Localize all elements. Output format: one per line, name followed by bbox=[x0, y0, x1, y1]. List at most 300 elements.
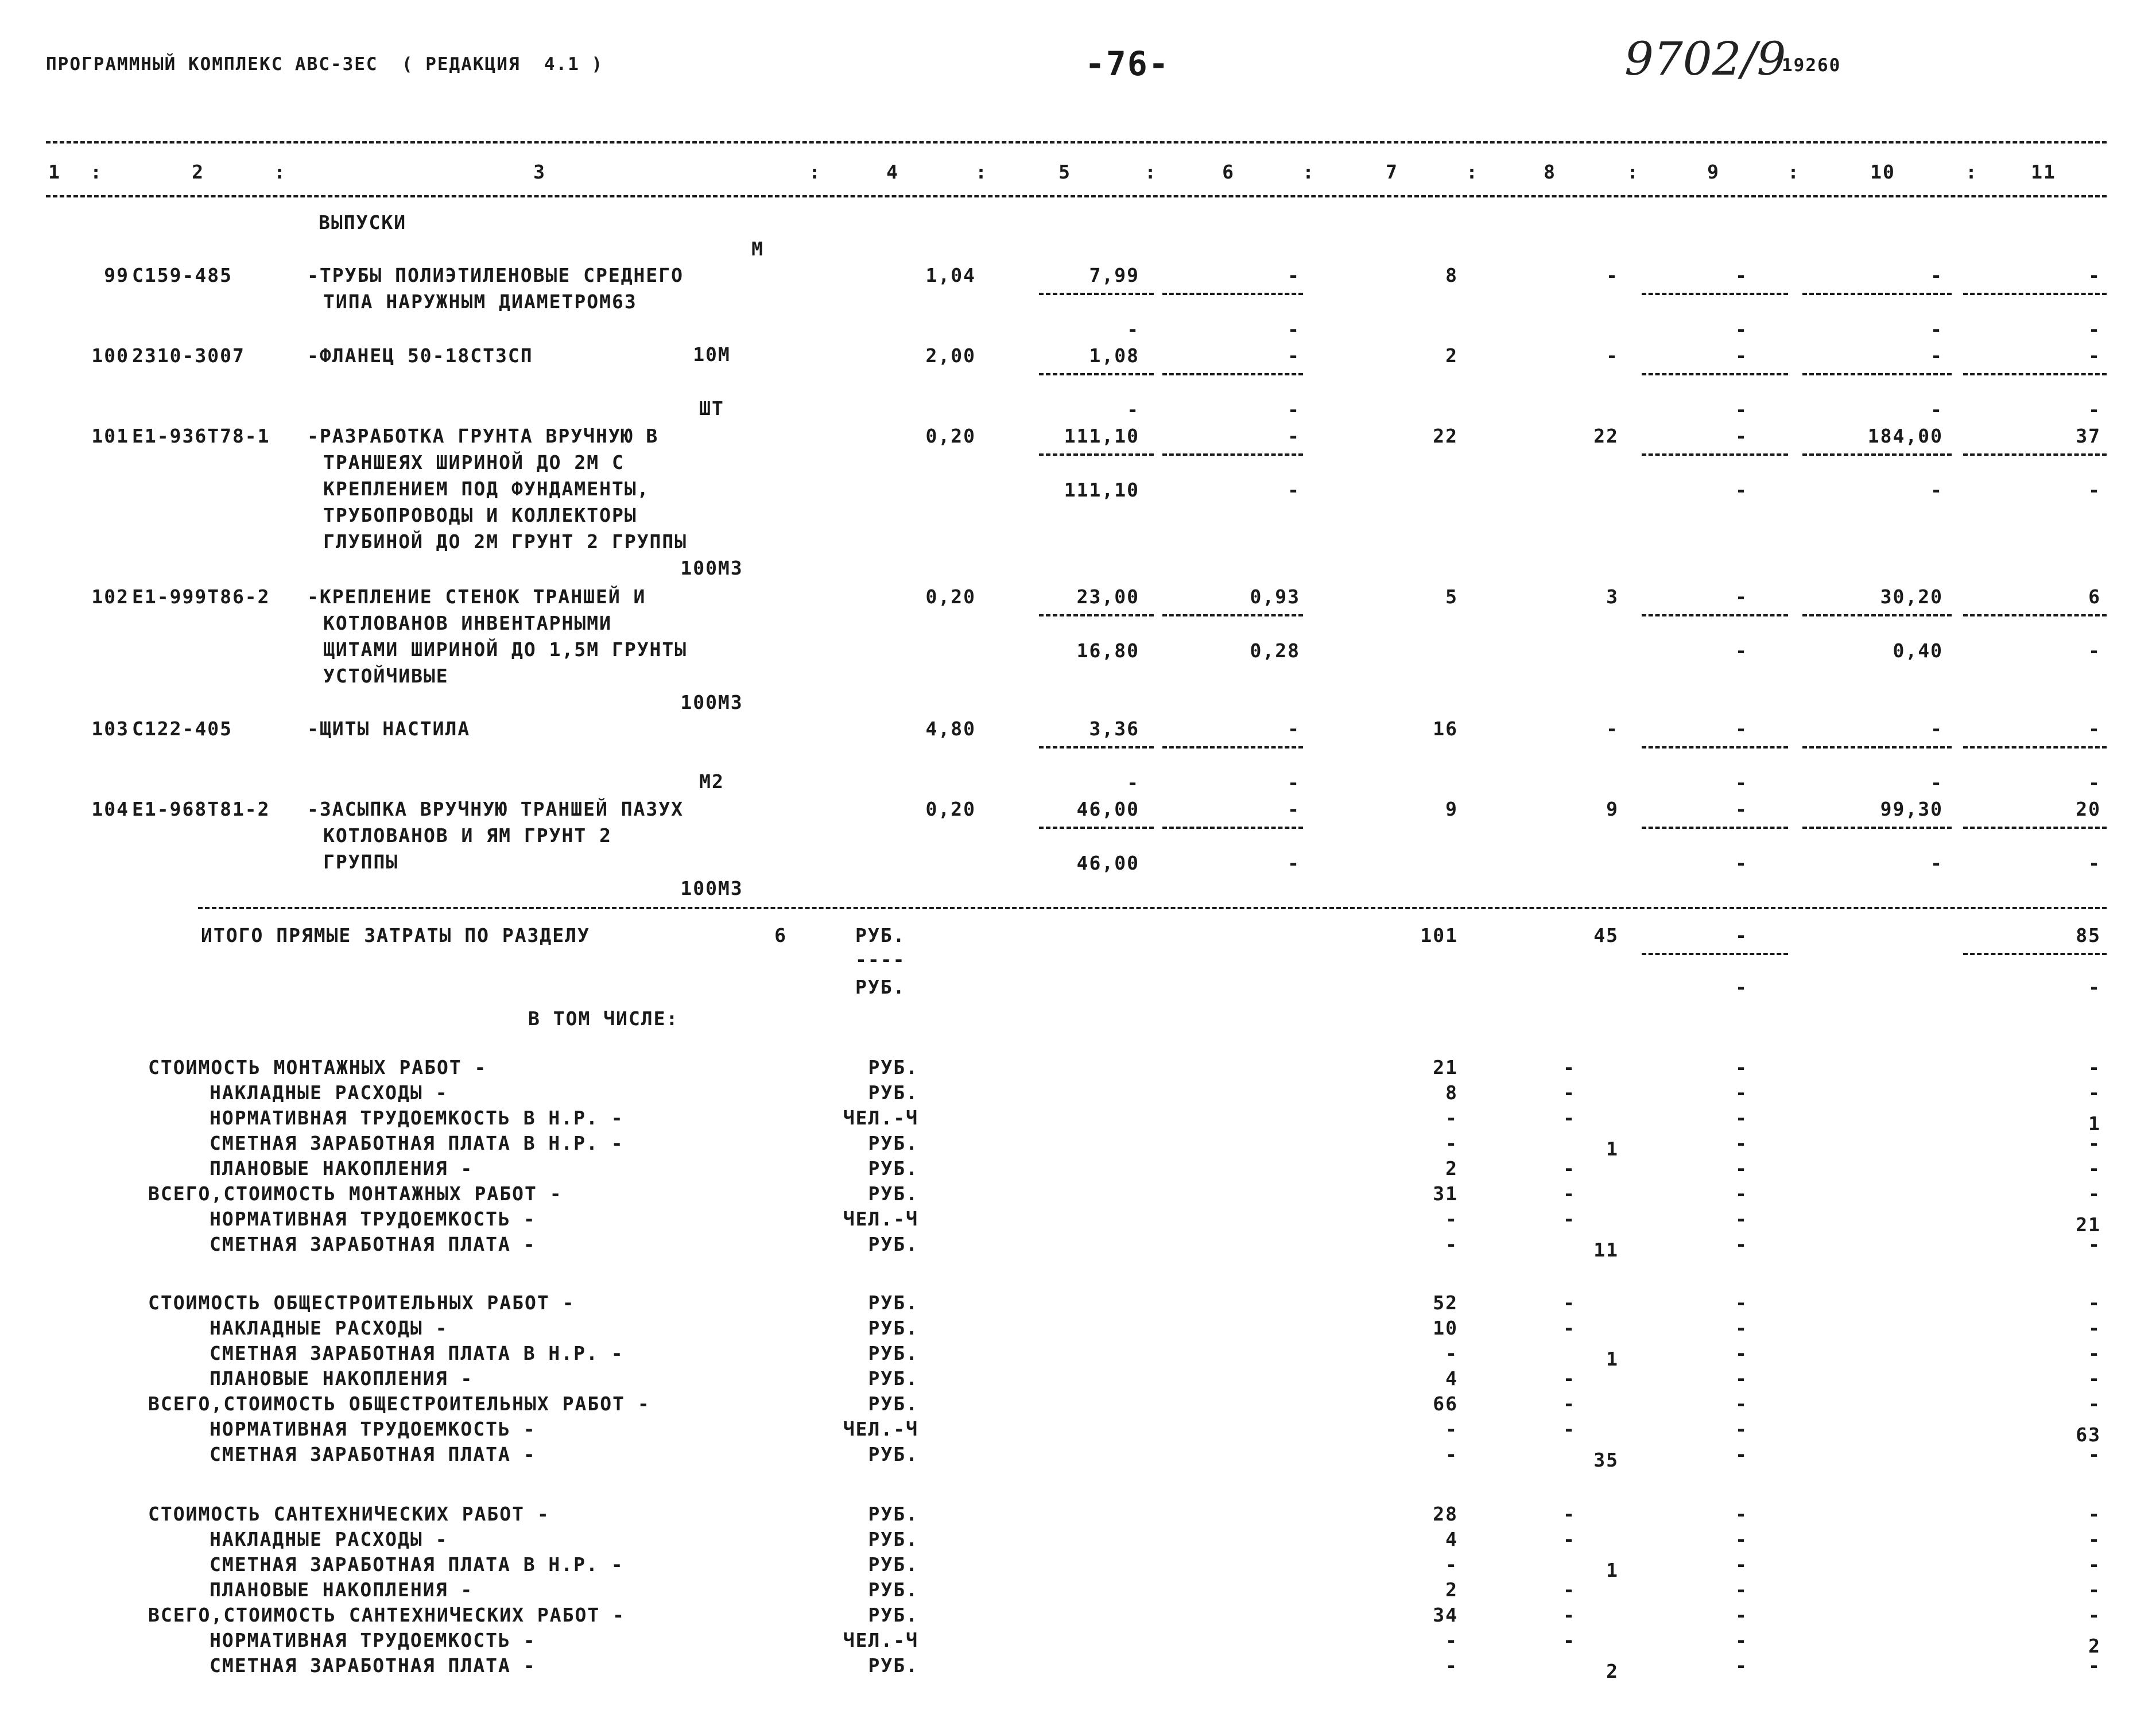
value-divider-c9 bbox=[1642, 293, 1788, 295]
item-number: 99 bbox=[104, 264, 129, 286]
value-divider-c10 bbox=[1802, 453, 1952, 456]
item-code: Е1-936Т78-1 bbox=[132, 425, 270, 447]
breakdown-value-c11: - bbox=[2088, 1182, 2101, 1205]
breakdown-value-c7: - bbox=[1445, 1208, 1458, 1230]
breakdown-value-c7: - bbox=[1445, 1443, 1458, 1465]
item-value-c8: 3 bbox=[1606, 585, 1619, 608]
item-value-c9b: - bbox=[1735, 771, 1748, 794]
value-divider-c5 bbox=[1039, 827, 1154, 829]
total-value-c7: 101 bbox=[1420, 924, 1458, 947]
item-value-c5: 46,00 bbox=[1076, 798, 1139, 820]
item-value-c6: - bbox=[1288, 718, 1300, 740]
breakdown-value-c9: - bbox=[1735, 1317, 1748, 1339]
breakdown-value-c11: - bbox=[2088, 1292, 2101, 1314]
item-value-c9b: - bbox=[1735, 479, 1748, 501]
item-description-line: ТРУБОПРОВОДЫ И КОЛЛЕКТОРЫ bbox=[323, 504, 637, 526]
total-unit: РУБ. bbox=[855, 924, 906, 947]
breakdown-label: СТОИМОСТЬ МОНТАЖНЫХ РАБОТ - bbox=[148, 1056, 487, 1079]
item-value-c10b: - bbox=[1930, 852, 1943, 874]
breakdown-label: ВСЕГО,СТОИМОСТЬ ОБЩЕСТРОИТЕЛЬНЫХ РАБОТ - bbox=[148, 1393, 650, 1415]
value-divider-c11 bbox=[1963, 453, 2107, 456]
breakdown-value-c11: 21 bbox=[2076, 1213, 2101, 1236]
item-number: 101 bbox=[91, 425, 129, 447]
item-value-c9b: - bbox=[1735, 318, 1748, 340]
breakdown-value-c9: - bbox=[1735, 1654, 1748, 1677]
item-value-c6: - bbox=[1288, 425, 1300, 447]
value-divider-c5 bbox=[1039, 373, 1154, 375]
breakdown-value-c7: - bbox=[1445, 1654, 1458, 1677]
breakdown-value-c8: 1 bbox=[1606, 1138, 1619, 1160]
breakdown-value-c7: - bbox=[1445, 1342, 1458, 1364]
item-value-c6b: 0,28 bbox=[1250, 639, 1300, 662]
item-description: -КРЕПЛЕНИЕ СТЕНОК ТРАНШЕЙ И bbox=[307, 585, 646, 608]
breakdown-unit: РУБ. bbox=[868, 1317, 918, 1339]
program-header: ПРОГРАММНЫЙ КОМПЛЕКС АВС-3ЕС ( РЕДАКЦИЯ 4.1 ) bbox=[46, 54, 604, 75]
breakdown-value-c11: - bbox=[2088, 1553, 2101, 1576]
item-value-c11: 37 bbox=[2076, 425, 2101, 447]
item-description: -РАЗРАБОТКА ГРУНТА ВРУЧНУЮ В bbox=[307, 425, 659, 447]
breakdown-value-c8: - bbox=[1563, 1393, 1576, 1415]
item-code: 2310-3007 bbox=[132, 344, 245, 367]
item-value-c7: 22 bbox=[1433, 425, 1458, 447]
breakdown-value-c8: - bbox=[1563, 1208, 1576, 1230]
value-divider-c9 bbox=[1642, 827, 1788, 829]
column-header-5: 5 bbox=[1058, 161, 1071, 183]
value-divider-c6 bbox=[1162, 614, 1303, 616]
item-value-c11: 6 bbox=[2088, 585, 2101, 608]
breakdown-value-c8: 2 bbox=[1606, 1660, 1619, 1682]
item-description-line: КОТЛОВАНОВ И ЯМ ГРУНТ 2 bbox=[323, 824, 612, 847]
item-value-c5: 7,99 bbox=[1089, 264, 1139, 286]
breakdown-unit: РУБ. bbox=[868, 1182, 918, 1205]
breakdown-value-c8: - bbox=[1563, 1107, 1576, 1129]
item-value-c9: - bbox=[1735, 798, 1748, 820]
breakdown-value-c7: 2 bbox=[1445, 1578, 1458, 1601]
total-label: ИТОГО ПРЯМЫЕ ЗАТРАТЫ ПО РАЗДЕЛУ bbox=[201, 924, 590, 947]
breakdown-value-c9: - bbox=[1735, 1578, 1748, 1601]
total-divider-c9 bbox=[1642, 953, 1788, 955]
breakdown-value-c7: 31 bbox=[1433, 1182, 1458, 1205]
breakdown-value-c11: - bbox=[2088, 1367, 2101, 1390]
value-divider-c10 bbox=[1802, 827, 1952, 829]
value-divider-c10 bbox=[1802, 293, 1952, 295]
value-divider-c11 bbox=[1963, 827, 2107, 829]
breakdown-value-c9: - bbox=[1735, 1418, 1748, 1440]
item-value-c11b: - bbox=[2088, 479, 2101, 501]
breakdown-label: СМЕТНАЯ ЗАРАБОТНАЯ ПЛАТА В Н.Р. - bbox=[210, 1553, 624, 1576]
item-value-c5: 1,08 bbox=[1089, 344, 1139, 367]
breakdown-value-c9: - bbox=[1735, 1107, 1748, 1129]
breakdown-value-c9: - bbox=[1735, 1604, 1748, 1626]
value-divider-c11 bbox=[1963, 614, 2107, 616]
breakdown-value-c9: - bbox=[1735, 1629, 1748, 1651]
item-value-c11b: - bbox=[2088, 771, 2101, 794]
value-divider-c5 bbox=[1039, 453, 1154, 456]
breakdown-value-c11: - bbox=[2088, 1443, 2101, 1465]
item-value-c5b: - bbox=[1127, 398, 1139, 421]
item-value-c8: - bbox=[1606, 344, 1619, 367]
breakdown-value-c9: - bbox=[1735, 1056, 1748, 1079]
breakdown-value-c9: - bbox=[1735, 1393, 1748, 1415]
breakdown-value-c11: - bbox=[2088, 1157, 2101, 1180]
breakdown-value-c7: - bbox=[1445, 1418, 1458, 1440]
breakdown-unit: РУБ. bbox=[868, 1654, 918, 1677]
breakdown-value-c7: 28 bbox=[1433, 1503, 1458, 1525]
breakdown-label: НОРМАТИВНАЯ ТРУДОЕМКОСТЬ - bbox=[210, 1629, 536, 1651]
breakdown-unit: РУБ. bbox=[868, 1528, 918, 1550]
item-value-c7: 5 bbox=[1445, 585, 1458, 608]
breakdown-value-c11: - bbox=[2088, 1503, 2101, 1525]
total-top-rule bbox=[198, 907, 2107, 909]
breakdown-unit: ЧЕЛ.-Ч bbox=[843, 1418, 918, 1440]
item-value-c8: - bbox=[1606, 718, 1619, 740]
item-value-c9b: - bbox=[1735, 398, 1748, 421]
breakdown-label: НОРМАТИВНАЯ ТРУДОЕМКОСТЬ - bbox=[210, 1208, 536, 1230]
breakdown-value-c9: - bbox=[1735, 1157, 1748, 1180]
handwritten-code: 9702/9 bbox=[1624, 32, 1786, 86]
item-value-c9b: - bbox=[1735, 639, 1748, 662]
item-value-qty: 0,20 bbox=[925, 585, 976, 608]
item-value-c10b: - bbox=[1930, 771, 1943, 794]
item-value-c6b: - bbox=[1288, 771, 1300, 794]
breakdown-value-c9: - bbox=[1735, 1208, 1748, 1230]
breakdown-value-c9: - bbox=[1735, 1182, 1748, 1205]
item-unit: М2 bbox=[699, 770, 724, 793]
table-top-rule bbox=[46, 141, 2107, 144]
item-value-c7: 2 bbox=[1445, 344, 1458, 367]
item-value-c7: 8 bbox=[1445, 264, 1458, 286]
breakdown-unit: РУБ. bbox=[868, 1081, 918, 1104]
item-value-c7: 16 bbox=[1433, 718, 1458, 740]
item-value-c6: 0,93 bbox=[1250, 585, 1300, 608]
breakdown-value-c7: 34 bbox=[1433, 1604, 1458, 1626]
item-value-c8: 9 bbox=[1606, 798, 1619, 820]
item-description-line: УСТОЙЧИВЫЕ bbox=[323, 665, 449, 687]
breakdown-value-c8: - bbox=[1563, 1528, 1576, 1550]
breakdown-value-c9: - bbox=[1735, 1503, 1748, 1525]
breakdown-unit: РУБ. bbox=[868, 1233, 918, 1255]
breakdown-value-c11: - bbox=[2088, 1056, 2101, 1079]
item-value-c10: - bbox=[1930, 718, 1943, 740]
item-value-c10b: - bbox=[1930, 398, 1943, 421]
breakdown-value-c9: - bbox=[1735, 1081, 1748, 1104]
breakdown-value-c9: - bbox=[1735, 1367, 1748, 1390]
item-code: Е1-999Т86-2 bbox=[132, 585, 270, 608]
item-value-c6b: - bbox=[1288, 479, 1300, 501]
item-description: -ФЛАНЕЦ 50-18СТ3СП bbox=[307, 344, 533, 367]
breakdown-value-c8: - bbox=[1563, 1367, 1576, 1390]
breakdown-value-c7: 21 bbox=[1433, 1056, 1458, 1079]
breakdown-label: СМЕТНАЯ ЗАРАБОТНАЯ ПЛАТА - bbox=[210, 1443, 536, 1465]
breakdown-label: ПЛАНОВЫЕ НАКОПЛЕНИЯ - bbox=[210, 1157, 474, 1180]
breakdown-unit: РУБ. bbox=[868, 1367, 918, 1390]
value-divider-c10 bbox=[1802, 373, 1952, 375]
breakdown-value-c7: 52 bbox=[1433, 1292, 1458, 1314]
breakdown-unit: РУБ. bbox=[868, 1292, 918, 1314]
breakdown-value-c8: - bbox=[1563, 1317, 1576, 1339]
item-unit: 100М3 bbox=[680, 691, 743, 713]
breakdown-value-c11: - bbox=[2088, 1233, 2101, 1255]
item-value-c8: - bbox=[1606, 264, 1619, 286]
item-value-c6: - bbox=[1288, 344, 1300, 367]
item-value-c6b: - bbox=[1288, 318, 1300, 340]
breakdown-value-c11: - bbox=[2088, 1393, 2101, 1415]
column-separator-10: : bbox=[1965, 161, 1978, 183]
total-unit-dash: ---- bbox=[855, 948, 906, 971]
item-value-c11b: - bbox=[2088, 318, 2101, 340]
item-value-c5b: 111,10 bbox=[1064, 479, 1139, 501]
breakdown-value-c7: 4 bbox=[1445, 1528, 1458, 1550]
column-separator-7: : bbox=[1466, 161, 1479, 183]
item-value-c9: - bbox=[1735, 264, 1748, 286]
column-header-8: 8 bbox=[1544, 161, 1556, 183]
item-description-line: ГРУППЫ bbox=[323, 851, 399, 873]
page-number: -76- bbox=[1085, 44, 1170, 83]
item-value-c9: - bbox=[1735, 425, 1748, 447]
breakdown-value-c11: - bbox=[2088, 1604, 2101, 1626]
item-value-c5b: 46,00 bbox=[1076, 852, 1139, 874]
value-divider-c9 bbox=[1642, 453, 1788, 456]
value-divider-c11 bbox=[1963, 373, 2107, 375]
value-divider-c5 bbox=[1039, 746, 1154, 748]
item-code: Е1-968Т81-2 bbox=[132, 798, 270, 820]
item-description-line: КРЕПЛЕНИЕМ ПОД ФУНДАМЕНТЫ, bbox=[323, 478, 650, 500]
breakdown-value-c7: - bbox=[1445, 1132, 1458, 1154]
column-header-3: 3 bbox=[533, 161, 546, 183]
breakdown-value-c7: 10 bbox=[1433, 1317, 1458, 1339]
breakdown-value-c9: - bbox=[1735, 1443, 1748, 1465]
item-value-c10b: - bbox=[1930, 318, 1943, 340]
column-header-11: 11 bbox=[2031, 161, 2056, 183]
breakdown-value-c11: - bbox=[2088, 1081, 2101, 1104]
value-divider-c10 bbox=[1802, 614, 1952, 616]
breakdown-value-c9: - bbox=[1735, 1342, 1748, 1364]
item-value-c5b: 16,80 bbox=[1076, 639, 1139, 662]
breakdown-value-c7: - bbox=[1445, 1233, 1458, 1255]
breakdown-label: СТОИМОСТЬ ОБЩЕСТРОИТЕЛЬНЫХ РАБОТ - bbox=[148, 1292, 575, 1314]
item-number: 100 bbox=[91, 344, 129, 367]
column-separator-2: : bbox=[274, 161, 286, 183]
breakdown-label: НОРМАТИВНАЯ ТРУДОЕМКОСТЬ - bbox=[210, 1418, 536, 1440]
item-value-c5: 3,36 bbox=[1089, 718, 1139, 740]
document-number: 19260 bbox=[1782, 55, 1841, 76]
column-header-10: 10 bbox=[1870, 161, 1895, 183]
item-unit: 10М bbox=[693, 343, 731, 366]
breakdown-value-c9: - bbox=[1735, 1132, 1748, 1154]
breakdown-value-c11: - bbox=[2088, 1528, 2101, 1550]
breakdown-value-c8: - bbox=[1563, 1056, 1576, 1079]
breakdown-label: СТОИМОСТЬ САНТЕХНИЧЕСКИХ РАБОТ - bbox=[148, 1503, 550, 1525]
breakdown-value-c8: 11 bbox=[1593, 1239, 1619, 1261]
breakdown-value-c8: - bbox=[1563, 1418, 1576, 1440]
item-description-line: ГЛУБИНОЙ ДО 2М ГРУНТ 2 ГРУППЫ bbox=[323, 530, 688, 553]
breakdown-value-c7: - bbox=[1445, 1553, 1458, 1576]
item-value-c5: 111,10 bbox=[1064, 425, 1139, 447]
breakdown-value-c11: - bbox=[2088, 1578, 2101, 1601]
item-value-c10: - bbox=[1930, 264, 1943, 286]
column-separator-6: : bbox=[1302, 161, 1315, 183]
column-separator-9: : bbox=[1787, 161, 1800, 183]
item-code: С122-405 bbox=[132, 718, 232, 740]
item-code: С159-485 bbox=[132, 264, 232, 286]
value-divider-c11 bbox=[1963, 746, 2107, 748]
item-description-line: ЩИТАМИ ШИРИНОЙ ДО 1,5М ГРУНТЫ bbox=[323, 638, 688, 661]
item-unit: 100М3 bbox=[680, 877, 743, 899]
breakdown-unit: ЧЕЛ.-Ч bbox=[843, 1107, 918, 1129]
value-divider-c10 bbox=[1802, 746, 1952, 748]
item-description-line: КОТЛОВАНОВ ИНВЕНТАРНЫМИ bbox=[323, 612, 612, 634]
item-value-c5b: - bbox=[1127, 318, 1139, 340]
item-value-qty: 0,20 bbox=[925, 425, 976, 447]
breakdown-unit: РУБ. bbox=[868, 1503, 918, 1525]
value-divider-c9 bbox=[1642, 373, 1788, 375]
breakdown-value-c9: - bbox=[1735, 1553, 1748, 1576]
breakdown-value-c7: - bbox=[1445, 1629, 1458, 1651]
column-separator-5: : bbox=[1145, 161, 1157, 183]
item-value-c8: 22 bbox=[1593, 425, 1619, 447]
breakdown-label: НАКЛАДНЫЕ РАСХОДЫ - bbox=[210, 1081, 448, 1104]
value-divider-c5 bbox=[1039, 293, 1154, 295]
breakdown-value-c11: 1 bbox=[2088, 1112, 2101, 1135]
item-value-c10: - bbox=[1930, 344, 1943, 367]
column-separator-8: : bbox=[1627, 161, 1639, 183]
breakdown-label: СМЕТНАЯ ЗАРАБОТНАЯ ПЛАТА В Н.Р. - bbox=[210, 1132, 624, 1154]
breakdown-value-c8: - bbox=[1563, 1604, 1576, 1626]
breakdown-unit: РУБ. bbox=[868, 1393, 918, 1415]
column-header-9: 9 bbox=[1707, 161, 1720, 183]
item-number: 104 bbox=[91, 798, 129, 820]
breakdown-label: ВСЕГО,СТОИМОСТЬ МОНТАЖНЫХ РАБОТ - bbox=[148, 1182, 563, 1205]
column-header-1: 1 bbox=[48, 161, 61, 183]
breakdown-label: ПЛАНОВЫЕ НАКОПЛЕНИЯ - bbox=[210, 1367, 474, 1390]
value-divider-c11 bbox=[1963, 293, 2107, 295]
item-value-qty: 4,80 bbox=[925, 718, 976, 740]
total-value-c9b: - bbox=[1735, 976, 1748, 998]
total-unit-second: РУБ. bbox=[855, 976, 906, 998]
column-separator-4: : bbox=[975, 161, 988, 183]
item-value-c9: - bbox=[1735, 344, 1748, 367]
table-header-rule bbox=[46, 195, 2107, 197]
item-description: -ЗАСЫПКА ВРУЧНУЮ ТРАНШЕЙ ПАЗУХ bbox=[307, 798, 684, 820]
total-divider-c11 bbox=[1963, 953, 2107, 955]
item-description: -ЩИТЫ НАСТИЛА bbox=[307, 718, 471, 740]
breakdown-value-c7: 2 bbox=[1445, 1157, 1458, 1180]
breakdown-value-c11: - bbox=[2088, 1654, 2101, 1677]
breakdown-unit: ЧЕЛ.-Ч bbox=[843, 1208, 918, 1230]
value-divider-c6 bbox=[1162, 293, 1303, 295]
breakdown-label: СМЕТНАЯ ЗАРАБОТНАЯ ПЛАТА - bbox=[210, 1233, 536, 1255]
item-value-c10: 184,00 bbox=[1867, 425, 1943, 447]
breakdown-value-c8: 1 bbox=[1606, 1348, 1619, 1370]
item-value-c6b: - bbox=[1288, 852, 1300, 874]
section-heading: ВЫПУСКИ bbox=[319, 211, 407, 234]
column-header-2: 2 bbox=[192, 161, 204, 183]
breakdown-unit: РУБ. bbox=[868, 1604, 918, 1626]
breakdown-value-c7: 66 bbox=[1433, 1393, 1458, 1415]
column-separator-3: : bbox=[809, 161, 821, 183]
breakdown-label: СМЕТНАЯ ЗАРАБОТНАЯ ПЛАТА В Н.Р. - bbox=[210, 1342, 624, 1364]
column-separator-1: : bbox=[90, 161, 103, 183]
item-value-c10b: 0,40 bbox=[1893, 639, 1943, 662]
item-value-c5: 23,00 bbox=[1076, 585, 1139, 608]
item-value-c10: 99,30 bbox=[1880, 798, 1943, 820]
breakdown-label: НАКЛАДНЫЕ РАСХОДЫ - bbox=[210, 1528, 448, 1550]
value-divider-c6 bbox=[1162, 827, 1303, 829]
item-value-c10b: - bbox=[1930, 479, 1943, 501]
value-divider-c5 bbox=[1039, 614, 1154, 616]
breakdown-unit: РУБ. bbox=[868, 1132, 918, 1154]
item-number: 103 bbox=[91, 718, 129, 740]
breakdown-value-c7: 8 bbox=[1445, 1081, 1458, 1104]
breakdown-label: ПЛАНОВЫЕ НАКОПЛЕНИЯ - bbox=[210, 1578, 474, 1601]
breakdown-value-c8: - bbox=[1563, 1081, 1576, 1104]
breakdown-value-c9: - bbox=[1735, 1292, 1748, 1314]
item-value-c6b: - bbox=[1288, 398, 1300, 421]
value-divider-c6 bbox=[1162, 453, 1303, 456]
breakdown-unit: РУБ. bbox=[868, 1553, 918, 1576]
item-value-qty: 0,20 bbox=[925, 798, 976, 820]
item-value-c9b: - bbox=[1735, 852, 1748, 874]
value-divider-c6 bbox=[1162, 746, 1303, 748]
item-unit: ШТ bbox=[699, 397, 724, 420]
breakdown-value-c11: - bbox=[2088, 1342, 2101, 1364]
breakdown-value-c11: - bbox=[2088, 1317, 2101, 1339]
item-unit-above: М bbox=[751, 238, 764, 260]
item-description-line: ТРАНШЕЯХ ШИРИНОЙ ДО 2М С bbox=[323, 451, 625, 474]
breakdown-unit: РУБ. bbox=[868, 1578, 918, 1601]
column-header-7: 7 bbox=[1386, 161, 1398, 183]
item-value-c5b: - bbox=[1127, 771, 1139, 794]
value-divider-c9 bbox=[1642, 614, 1788, 616]
breakdown-value-c8: 35 bbox=[1593, 1449, 1619, 1471]
breakdown-value-c8: - bbox=[1563, 1629, 1576, 1651]
breakdown-value-c8: - bbox=[1563, 1182, 1576, 1205]
item-description: -ТРУБЫ ПОЛИЭТИЛЕНОВЫЕ СРЕДНЕГО bbox=[307, 264, 684, 286]
item-value-c11: - bbox=[2088, 264, 2101, 286]
breakdown-label: ВСЕГО,СТОИМОСТЬ САНТЕХНИЧЕСКИХ РАБОТ - bbox=[148, 1604, 625, 1626]
breakdown-label: СМЕТНАЯ ЗАРАБОТНАЯ ПЛАТА - bbox=[210, 1654, 536, 1677]
item-value-qty: 2,00 bbox=[925, 344, 976, 367]
item-value-qty: 1,04 bbox=[925, 264, 976, 286]
column-header-6: 6 bbox=[1222, 161, 1235, 183]
item-value-c6: - bbox=[1288, 798, 1300, 820]
breakdown-value-c11: - bbox=[2088, 1132, 2101, 1154]
breakdown-value-c8: - bbox=[1563, 1292, 1576, 1314]
breakdown-value-c8: - bbox=[1563, 1157, 1576, 1180]
breakdown-value-c9: - bbox=[1735, 1233, 1748, 1255]
total-value-c11: 85 bbox=[2076, 924, 2101, 947]
item-value-c6: - bbox=[1288, 264, 1300, 286]
breakdown-value-c11: 2 bbox=[2088, 1635, 2101, 1657]
breakdown-label: НАКЛАДНЫЕ РАСХОДЫ - bbox=[210, 1317, 448, 1339]
item-value-c11b: - bbox=[2088, 398, 2101, 421]
item-value-c11: 20 bbox=[2076, 798, 2101, 820]
total-value-c11b: - bbox=[2088, 976, 2101, 998]
breakdown-value-c9: - bbox=[1735, 1528, 1748, 1550]
breakdown-unit: РУБ. bbox=[868, 1056, 918, 1079]
item-value-c11: - bbox=[2088, 344, 2101, 367]
breakdown-value-c8: - bbox=[1563, 1503, 1576, 1525]
breakdown-unit: РУБ. bbox=[868, 1157, 918, 1180]
item-description-line: ТИПА НАРУЖНЫМ ДИАМЕТРОМ63 bbox=[323, 290, 637, 313]
item-value-c11b: - bbox=[2088, 639, 2101, 662]
item-number: 102 bbox=[91, 585, 129, 608]
item-value-c7: 9 bbox=[1445, 798, 1458, 820]
item-value-c9: - bbox=[1735, 585, 1748, 608]
breakdown-label: НОРМАТИВНАЯ ТРУДОЕМКОСТЬ В Н.Р. - bbox=[210, 1107, 624, 1129]
item-value-c9: - bbox=[1735, 718, 1748, 740]
column-header-4: 4 bbox=[886, 161, 899, 183]
